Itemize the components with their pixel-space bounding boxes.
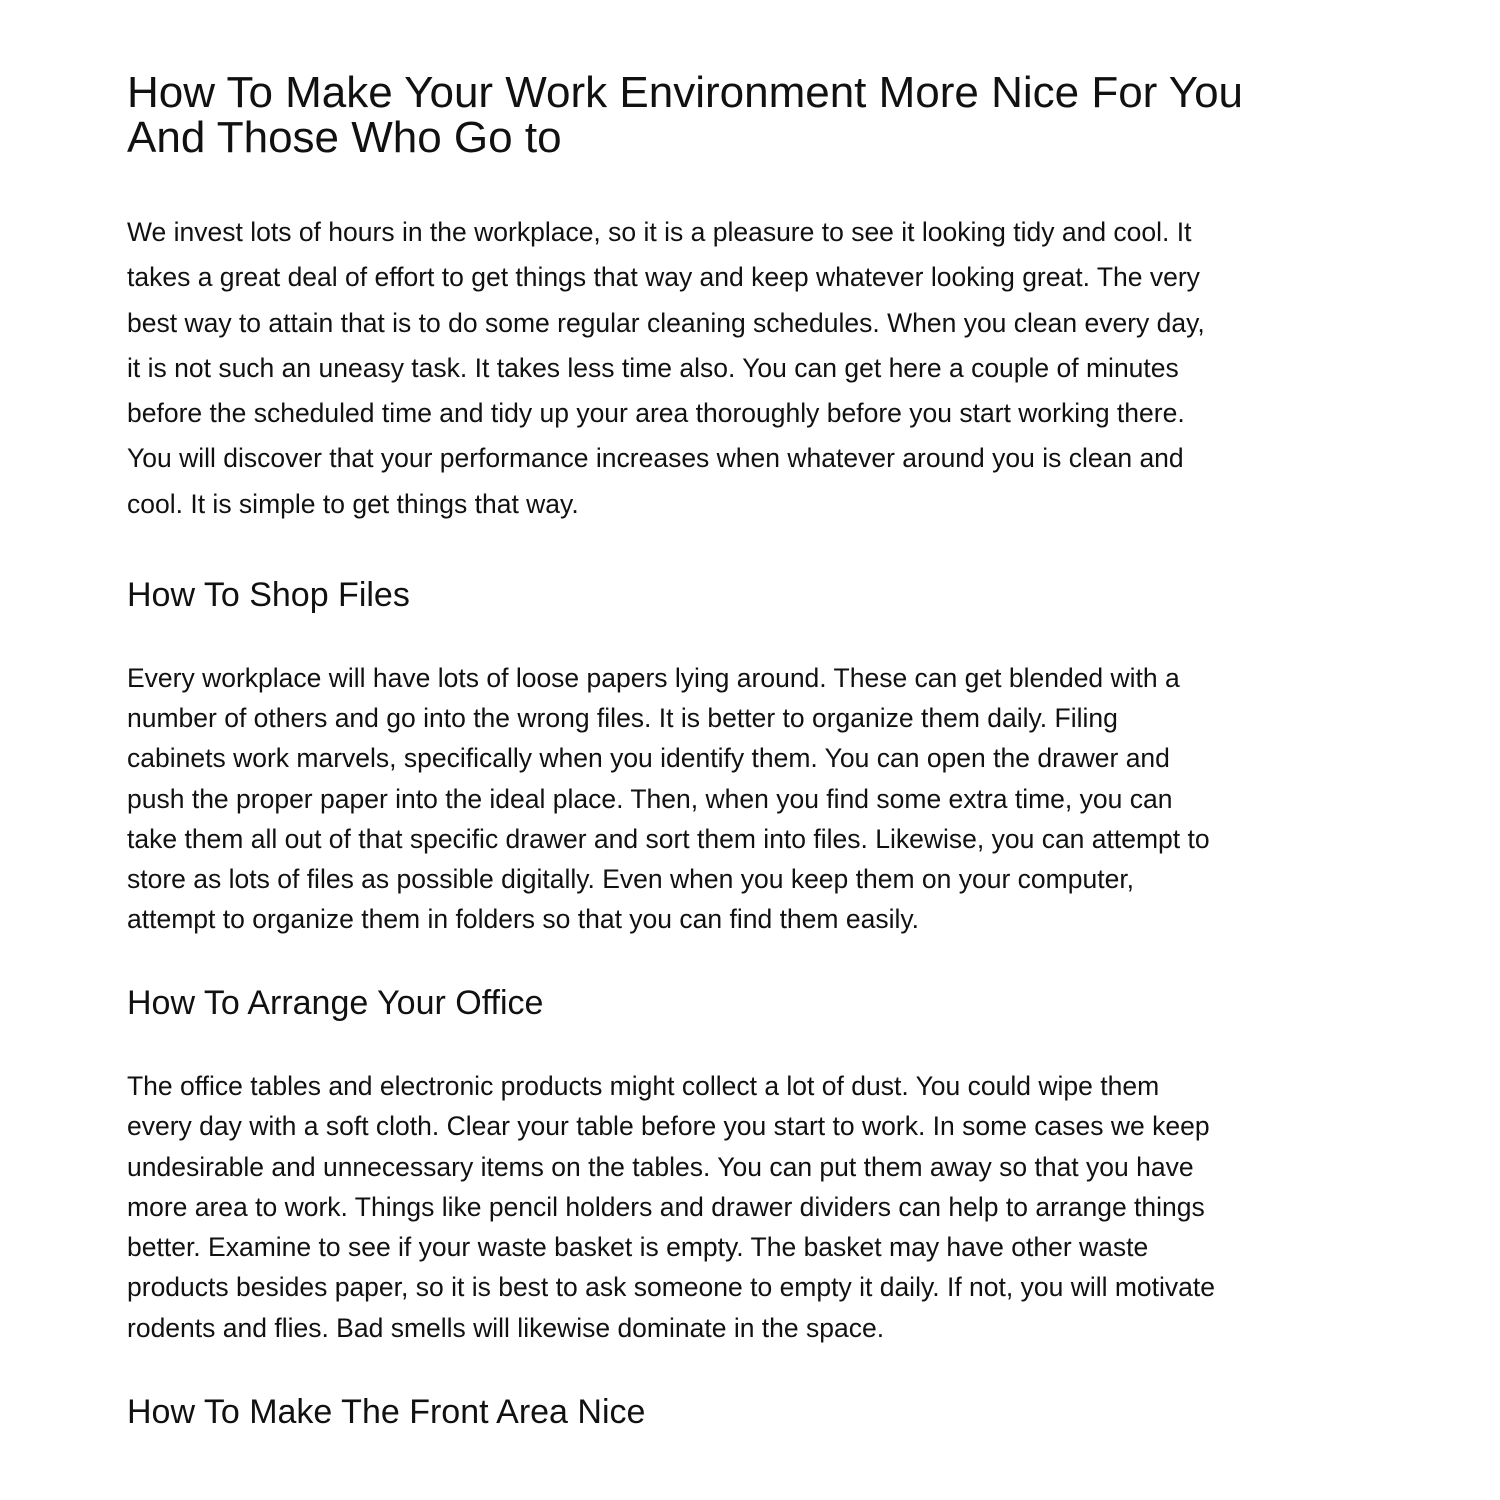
text-line: The office tables and electronic products might collect a lot of dust. You could wipe them: [127, 1071, 1160, 1101]
text-line: undesirable and unnecessary items on the tables. You can put them away so that you have: [127, 1151, 1194, 1182]
title-line: And Those Who Go to: [127, 113, 562, 162]
section-heading-shop-files: How To Shop Files: [127, 576, 410, 614]
text-line: it is not such an uneasy task. It takes less time also. You can get here a couple of minutes: [127, 352, 1179, 383]
text-line: push the proper paper into the ideal place. Then, when you find some extra time, you can: [127, 783, 1173, 814]
arrange-office-paragraph: [127, 1066, 1215, 1348]
text-line: takes a great deal of effort to get things that way and keep whatever looking great. The very: [127, 262, 1200, 293]
text-line: cabinets work marvels, specifically when you identify them. You can open the drawer and: [127, 743, 1170, 774]
text-line: better. Examine to see if your waste basket is empty. The basket may have other waste: [127, 1232, 1149, 1263]
section-heading-arrange-office: How To Arrange Your Office: [127, 984, 544, 1022]
text-line: cool. It is simple to get things that way.: [127, 488, 579, 519]
text-line: Every workplace will have lots of loose papers lying around. These can get blended with a: [127, 663, 1180, 693]
text-line: attempt to organize them in folders so that you can find them easily.: [127, 904, 919, 935]
text-line: store as lots of files as possible digitally. Even when you keep them on your computer,: [127, 864, 1135, 895]
text-line: best way to attain that is to do some regular cleaning schedules. When you clean every day,: [127, 307, 1205, 338]
document-title: [127, 70, 1243, 160]
title-line: How To Make Your Work Environment More Nice For You: [127, 68, 1244, 117]
section-heading-front-area: How To Make The Front Area Nice: [127, 1393, 646, 1431]
intro-paragraph: [127, 210, 1205, 527]
text-line: products besides paper, so it is best to ask someone to empty it daily. If not, you will motivate: [127, 1272, 1216, 1303]
text-line: more area to work. Things like pencil holders and drawer dividers can help to arrange things: [127, 1191, 1205, 1222]
text-line: number of others and go into the wrong files. It is better to organize them daily. Filing: [127, 703, 1118, 734]
shop-files-paragraph: [127, 658, 1210, 939]
text-line: You will discover that your performance increases when whatever around you is clean and: [127, 443, 1184, 474]
text-line: every day with a soft cloth. Clear your table before you start to work. In some cases we keep: [127, 1111, 1210, 1142]
text-line: before the scheduled time and tidy up your area thoroughly before you start working there.: [127, 398, 1185, 429]
text-line: We invest lots of hours in the workplace, so it is a pleasure to see it looking tidy and cool. It: [127, 217, 1192, 247]
text-line: rodents and flies. Bad smells will likewise dominate in the space.: [127, 1312, 885, 1343]
text-line: take them all out of that specific drawer and sort them into files. Likewise, you can attempt to: [127, 823, 1210, 854]
